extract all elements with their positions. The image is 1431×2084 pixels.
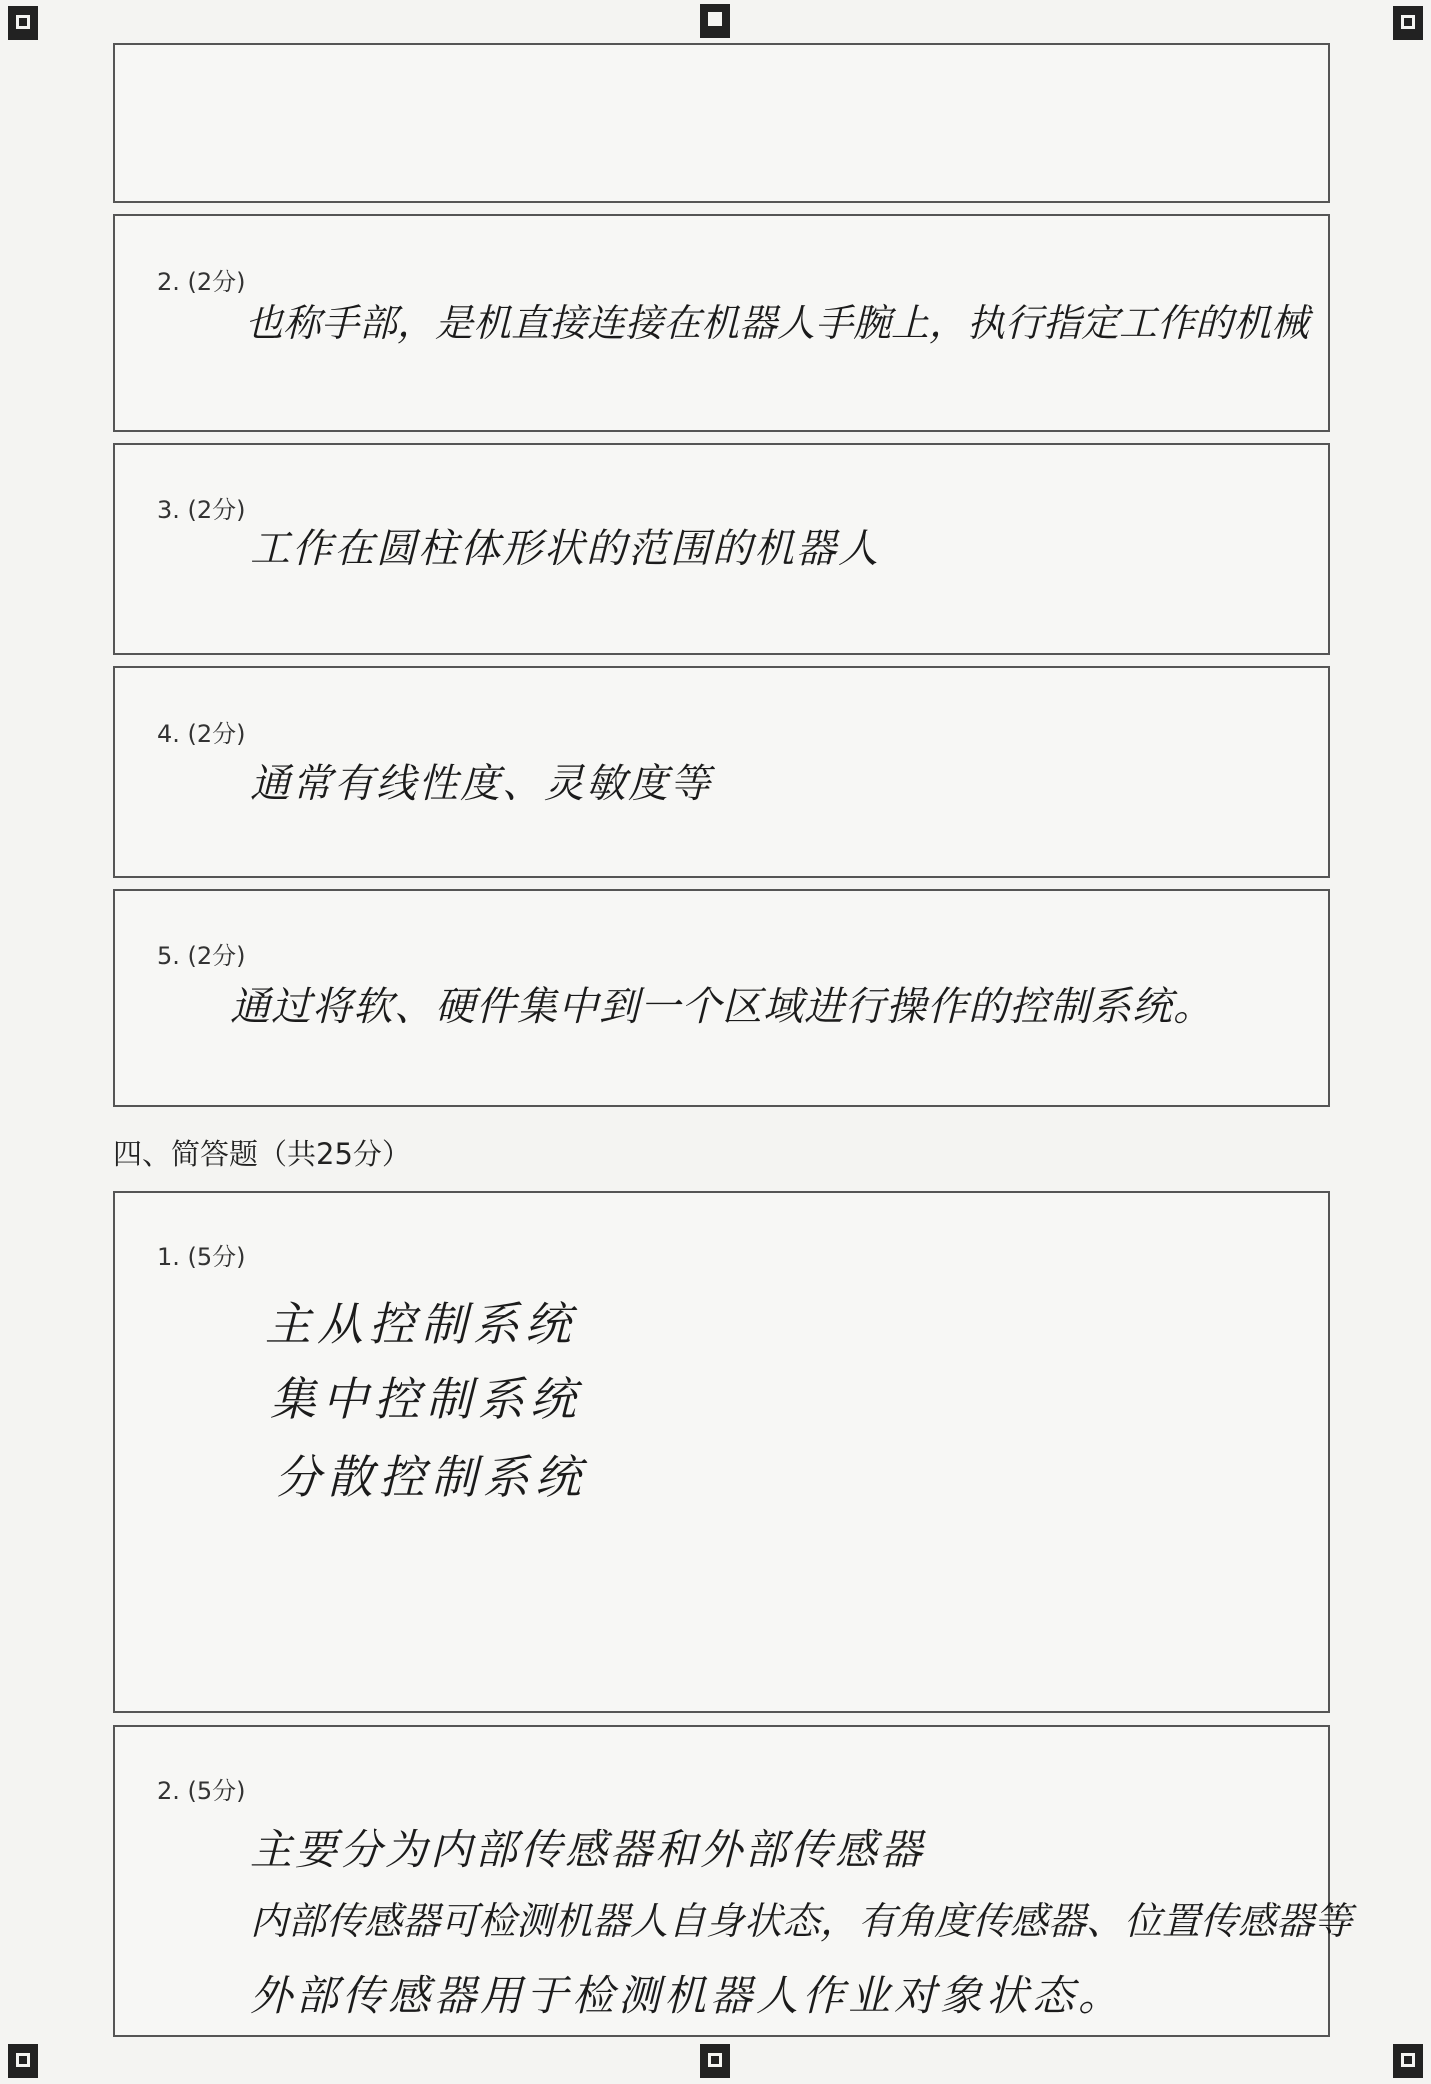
registration-marker-bottom-center bbox=[700, 2044, 730, 2078]
handwritten-answer: 工作在圆柱体形状的范围的机器人 bbox=[250, 526, 880, 572]
section-title: 四、简答题（共25分） bbox=[113, 1137, 411, 1171]
answer-box-q3 bbox=[113, 443, 1330, 655]
question-label: 1. (5分) bbox=[157, 1243, 246, 1271]
handwritten-answer: 通过将软、硬件集中到一个区域进行操作的控制系统。 bbox=[230, 984, 1214, 1030]
question-label: 2. (5分) bbox=[157, 1777, 246, 1805]
answer-box-q4 bbox=[113, 666, 1330, 878]
question-label: 2. (2分) bbox=[157, 268, 246, 296]
handwritten-answer: 也称手部，是机直接连接在机器人手腕上，执行指定工作的机械 bbox=[245, 301, 1310, 345]
question-label: 4. (2分) bbox=[157, 720, 246, 748]
handwritten-line: 内部传感器可检测机器人自身状态，有角度传感器、位置传感器等 bbox=[250, 1899, 1353, 1943]
question-label: 5. (2分) bbox=[157, 942, 246, 970]
answer-box-previous bbox=[113, 43, 1330, 203]
answer-box-q5 bbox=[113, 889, 1330, 1107]
handwritten-line: 主要分为内部传感器和外部传感器 bbox=[250, 1825, 926, 1874]
registration-marker-bottom-left bbox=[8, 2044, 38, 2078]
handwritten-line: 主从控制系统 bbox=[265, 1297, 577, 1351]
answer-box-short-1 bbox=[113, 1191, 1330, 1713]
handwritten-line: 外部传感器用于检测机器人作业对象状态。 bbox=[250, 1971, 1125, 2020]
handwritten-line: 分散控制系统 bbox=[275, 1450, 587, 1504]
answer-box-q2 bbox=[113, 214, 1330, 432]
registration-marker-bottom-right bbox=[1393, 2044, 1423, 2078]
registration-marker-top-left bbox=[8, 6, 38, 40]
registration-marker-top-right bbox=[1393, 6, 1423, 40]
question-label: 3. (2分) bbox=[157, 496, 246, 524]
answer-box-short-2 bbox=[113, 1725, 1353, 2037]
handwritten-line: 集中控制系统 bbox=[270, 1372, 582, 1426]
handwritten-answer: 通常有线性度、灵敏度等 bbox=[250, 761, 712, 807]
registration-marker-top-center bbox=[700, 4, 730, 38]
